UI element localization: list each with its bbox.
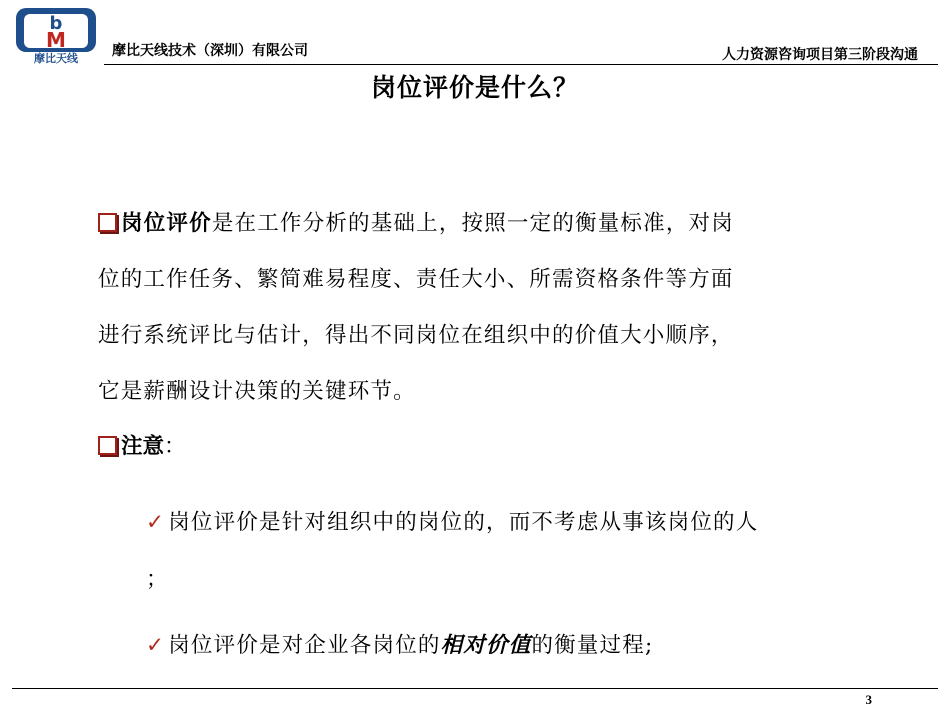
point-1-text: 岗位评价是针对组织中的岗位的，而不考虑从事该岗位的人: [168, 510, 759, 535]
definition-line-3: 进行系统评比与估计，得出不同岗位在组织中的价值大小顺序，: [98, 323, 734, 348]
project-name: 人力资源咨询项目第三阶段沟通: [722, 47, 918, 63]
company-logo: [12, 6, 100, 64]
note-heading: [98, 432, 186, 462]
point-2-emphasis: 相对价值: [440, 633, 532, 658]
definition-term: 岗位评价: [121, 211, 212, 236]
checkmark-icon: ✓: [146, 510, 166, 535]
note-label: 注意: [121, 434, 165, 459]
definition-line-1-text: 是在工作分析的基础上，按照一定的衡量标准，对岗: [211, 211, 734, 236]
footer-divider: [12, 688, 938, 689]
point-2-text-after: 的衡量过程;: [531, 633, 654, 658]
svg-text:M: M: [46, 28, 66, 52]
definition-line-2: 位的工作任务、繁简难易程度、责任大小、所需资格条件等方面: [98, 267, 734, 292]
company-name: 摩比天线技术（深圳）有限公司: [112, 43, 308, 59]
logo-text: 摩比天线: [34, 52, 78, 64]
point-1: [146, 505, 758, 536]
square-bullet-icon: [98, 436, 117, 455]
definition-line-1: [98, 196, 858, 252]
point-1-continuation: ；: [146, 567, 169, 592]
definition-paragraph: [98, 196, 858, 420]
slide-title: 岗位评价是什么？: [370, 73, 579, 102]
square-bullet-icon: [98, 213, 117, 232]
svg-text:b: b: [49, 13, 63, 34]
point-2: [146, 628, 653, 659]
checkmark-icon: ✓: [146, 633, 166, 658]
header-divider: [104, 64, 938, 65]
note-colon: ：: [164, 434, 186, 459]
definition-line-4: 它是薪酬设计决策的关键环节。: [98, 379, 416, 404]
point-2-text-before: 岗位评价是对企业各岗位的: [168, 633, 441, 658]
page-number: 3: [865, 692, 872, 707]
